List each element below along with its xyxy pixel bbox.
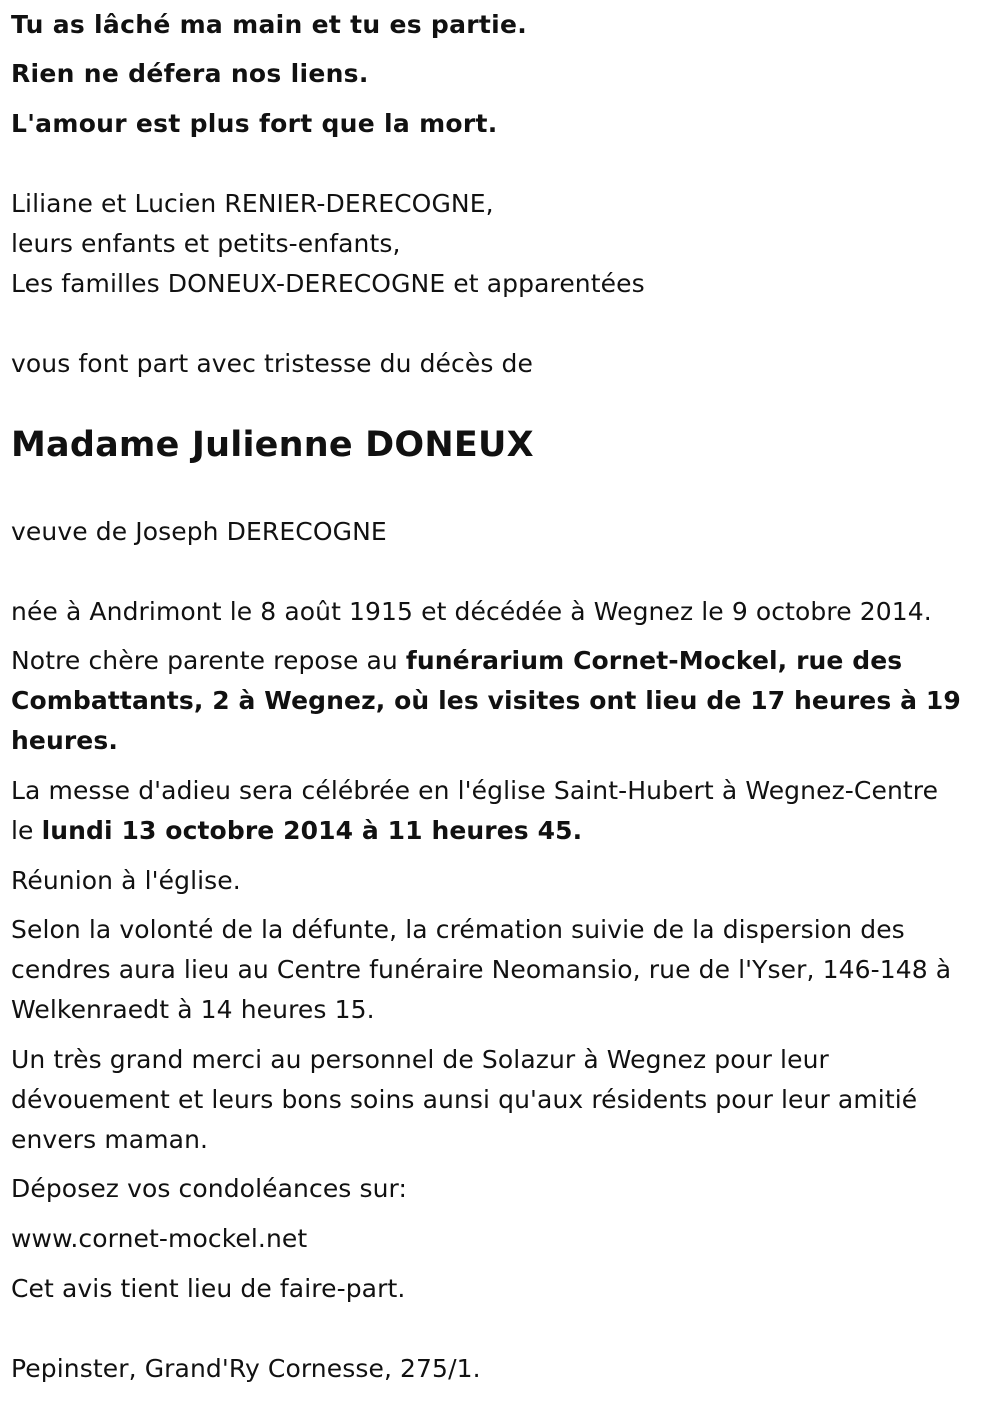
thanks-line-1: Un très grand merci au personnel de Solazur à Wegnez pour leur (11, 1045, 829, 1074)
thanks-line-2: dévouement et leurs bons soins aunsi qu'aux résidents pour leur amitié (11, 1085, 918, 1114)
cremation-line-2: cendres aura lieu au Centre funéraire Neomansio, rue de l'Yser, 146-148 à (11, 955, 952, 984)
cremation-line-1: Selon la volonté de la défunte, la crémation suivie de la dispersion des (11, 915, 905, 944)
cremation-line-3: Welkenraedt à 14 heures 15. (11, 995, 375, 1024)
reunion-text: Réunion à l'église. (11, 866, 241, 895)
family-line-2: leurs enfants et petits-enfants, (11, 229, 401, 258)
repose-line-1 (11, 646, 902, 676)
mass-line-2 (11, 816, 582, 846)
poem-line-2: Rien ne défera nos liens. (11, 59, 369, 88)
birth-death-text: née à Andrimont le 8 août 1915 et décédée à Wegnez le 9 octobre 2014. (11, 597, 932, 626)
repose-location-bold-2: Combattants, 2 à Wegnez, où les visites ont lieu de 17 heures à 19 (11, 686, 961, 715)
address-text: Pepinster, Grand'Ry Cornesse, 275/1. (11, 1354, 481, 1383)
widow-of-text: veuve de Joseph DERECOGNE (11, 517, 387, 546)
repose-location-bold-3: heures. (11, 726, 118, 755)
deceased-name: Madame Julienne DONEUX (11, 425, 534, 465)
mass-date-bold: lundi 13 octobre 2014 à 11 heures 45. (41, 816, 583, 845)
repose-location-bold-1: funérarium Cornet-Mockel, rue des (405, 646, 903, 675)
poem-line-3: L'amour est plus fort que la mort. (11, 109, 498, 138)
announcement-text: vous font part avec tristesse du décès de (11, 349, 533, 378)
notice-text: Cet avis tient lieu de faire-part. (11, 1274, 406, 1303)
mass-prefix: le (11, 816, 42, 845)
family-line-3: Les familles DONEUX-DERECOGNE et apparentées (11, 269, 645, 298)
obituary-notice (11, 0, 991, 1404)
repose-intro: Notre chère parente repose au (11, 646, 406, 675)
condolences-label: Déposez vos condoléances sur: (11, 1174, 408, 1203)
poem-line-1: Tu as lâché ma main et tu es partie. (11, 10, 528, 39)
family-line-1: Liliane et Lucien RENIER-DERECOGNE, (11, 189, 494, 218)
thanks-line-3: envers maman. (11, 1125, 209, 1154)
mass-line-1: La messe d'adieu sera célébrée en l'église Saint-Hubert à Wegnez-Centre (11, 776, 939, 805)
website-link[interactable]: www.cornet-mockel.net (11, 1224, 308, 1253)
